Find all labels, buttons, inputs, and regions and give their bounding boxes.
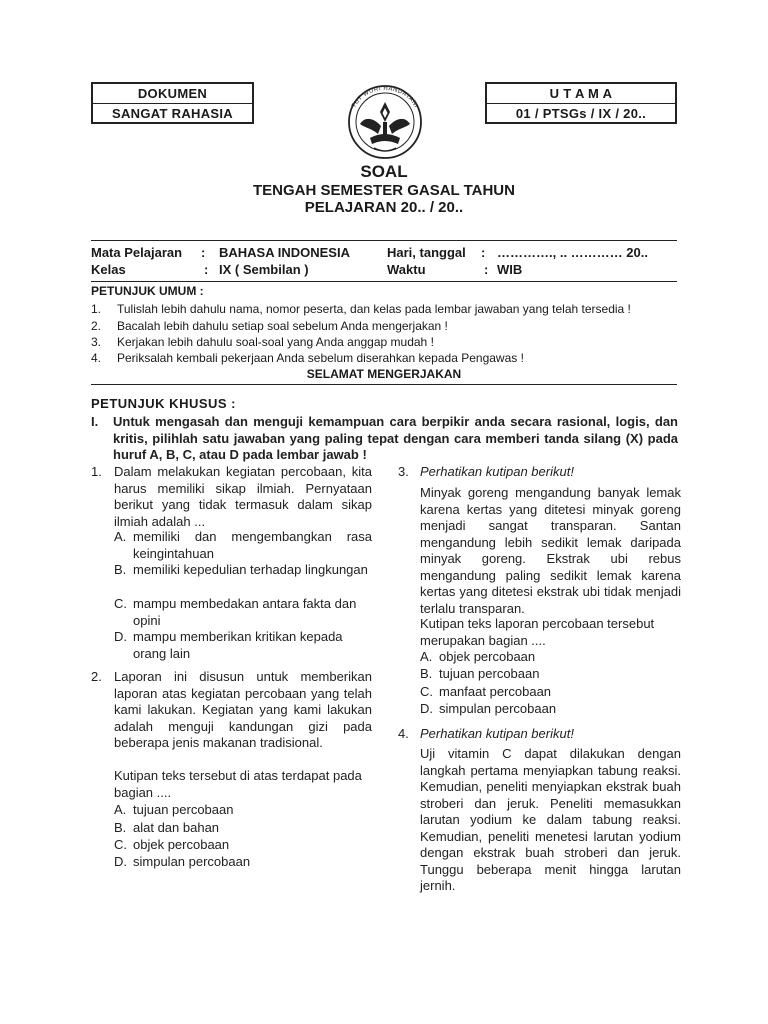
date-label: Hari, tanggal (387, 245, 466, 260)
general-instructions-heading: PETUNJUK UMUM : (91, 284, 204, 298)
option-letter[interactable]: D. (420, 701, 433, 716)
date-value: …………., .. ………… 20.. (497, 245, 648, 260)
divider (91, 384, 677, 385)
general-instruction-item: 2. Bacalah lebih dahulu setiap soal sebelum Anda mengerjakan ! (91, 319, 448, 333)
time-label: Waktu (387, 262, 426, 277)
question-number: 1. (91, 464, 102, 479)
question-passage: Uji vitamin C dapat dilakukan dengan langkah pertama menyiapkan tabung reaksi. Kemudian, peneliti menyiapkan ekstrak buah stroberi dan jeruk. Peneliti memasukkan larutan yodium ke dalam tabung reaksi. Kemudian, peneliti menetesi larutan yodium dengan ekstrak buah stroberi dan jeruk. Tunggu beberapa menit hingga larutan jernih. (420, 746, 681, 893)
option-text[interactable]: tujuan percobaan (439, 666, 540, 681)
option-letter[interactable]: B. (114, 562, 127, 577)
question-stem: Kutipan teks tersebut di atas terdapat pada bagian .... (114, 768, 362, 800)
exam-title-line-1: TENGAH SEMESTER GASAL TAHUN (253, 182, 515, 199)
question-number: 2. (91, 669, 102, 684)
option-text[interactable]: mampu memberikan kritikan kepada orang lain (133, 629, 343, 661)
option-text[interactable]: alat dan bahan (133, 820, 220, 835)
option-text[interactable]: memiliki kepedulian terhadap lingkungan (133, 562, 368, 577)
question-lead: Perhatikan kutipan berikut! (420, 464, 574, 479)
option-text[interactable]: manfaat percobaan (439, 684, 552, 699)
document-code: 01 / PTSGs / IX / 20.. (487, 103, 675, 123)
general-instruction-item: 4. Periksalah kembali pekerjaan Anda sebelum diserahkan kepada Pengawas ! (91, 351, 524, 365)
document-label: DOKUMEN (137, 86, 208, 101)
class-label: Kelas (91, 262, 126, 277)
time-value: WIB (497, 262, 523, 277)
utama-label: U T A M A (549, 86, 613, 101)
question-passage: Minyak goreng mengandung banyak lemak karena kertas yang ditetesi minyak goreng menjadi sangat transparan. Santan mengandung lebih sedikit lemak daripada minyak goreng. Ekstrak ubi rebus mengandung paling sedikit lemak karena kertas yang ditetesi ekstrak ubi tidak menjadi terlalu transparan. (420, 485, 681, 616)
general-instruction-item: 1. Tulislah lebih dahulu nama, nomor peserta, dan kelas pada lembar jawaban yang telah tersedia ! (91, 302, 631, 316)
question-lead: Perhatikan kutipan berikut! (420, 726, 574, 741)
divider (91, 240, 677, 241)
option-letter[interactable]: C. (114, 596, 127, 611)
page-title: SOAL (360, 162, 408, 181)
section-instruction: Untuk mengasah dan menguji kemampuan cara berpikir anda secara rasional, logis, dan kritis, pilihlah satu jawaban yang paling tepat dengan cara memberi tanda silang (X) pada huruf A, B, C, atau D pada lembar jawab ! (113, 414, 678, 462)
date-colon: : (481, 245, 486, 260)
exam-title-line-2: PELAJARAN 20.. / 20.. (304, 199, 464, 216)
option-letter[interactable]: A. (114, 529, 127, 544)
document-code-box (485, 82, 677, 124)
option-letter[interactable]: D. (114, 629, 127, 644)
closing-greeting: SELAMAT MENGERJAKAN (306, 367, 462, 381)
general-instruction-item: 3. Kerjakan lebih dahulu soal-soal yang Anda anggap mudah ! (91, 335, 434, 349)
option-text[interactable]: mampu membedakan antara fakta dan opini (133, 596, 357, 628)
option-letter[interactable]: B. (420, 666, 433, 681)
document-classification-box (91, 82, 254, 124)
option-letter[interactable]: C. (114, 837, 127, 852)
option-letter[interactable]: C. (420, 684, 433, 699)
tut-wuri-handayani-logo (338, 78, 432, 162)
class-value: IX ( Sembilan ) (219, 262, 309, 277)
specific-instructions-heading: PETUNJUK KHUSUS : (91, 396, 237, 411)
question-stem: Dalam melakukan kegiatan percobaan, kita harus memiliki sikap ilmiah. Pernyataan berikut yang tidak termasuk dalam sikap ilmiah adalah ... (114, 464, 372, 529)
option-letter[interactable]: A. (420, 649, 433, 664)
option-text[interactable]: tujuan percobaan (133, 802, 234, 817)
question-number: 4. (398, 726, 409, 741)
question-stem: Kutipan teks laporan percobaan tersebut merupakan bagian .... (420, 616, 655, 648)
subject-colon: : (201, 245, 206, 260)
question-number: 3. (398, 464, 409, 479)
time-colon: : (484, 262, 489, 277)
option-letter[interactable]: B. (114, 820, 127, 835)
subject-label: Mata Pelajaran (91, 245, 183, 260)
logo-motto: TUT WURI HANDAYANI (351, 85, 419, 110)
question-passage: Laporan ini disusun untuk memberikan laporan atas kegiatan percobaan yang telah kami lakukan. Kegiatan yang kami lakukan adalah menguji kandungan gizi pada beberapa jenis makanan tradisional. (114, 669, 372, 750)
option-letter[interactable]: A. (114, 802, 127, 817)
divider (91, 281, 677, 282)
option-letter[interactable]: D. (114, 854, 127, 869)
option-text[interactable]: objek percobaan (133, 837, 230, 852)
option-text[interactable]: simpulan percobaan (439, 701, 557, 716)
subject-value: BAHASA INDONESIA (219, 245, 350, 260)
option-text[interactable]: simpulan percobaan (133, 854, 251, 869)
secrecy-label: SANGAT RAHASIA (93, 103, 252, 123)
option-text[interactable]: memiliki dan mengembangkan rasa keingintahuan (133, 529, 372, 561)
section-number: I. (91, 414, 99, 429)
option-text[interactable]: objek percobaan (439, 649, 536, 664)
class-colon: : (204, 262, 209, 277)
